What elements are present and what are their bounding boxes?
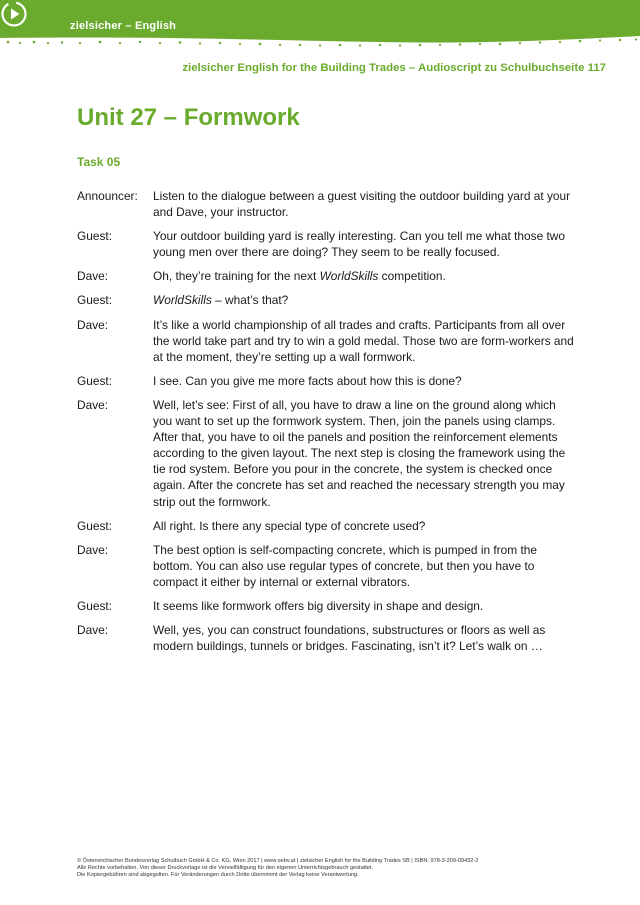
footer-line: © Österreichischer Bundesverlag Schulbuch GmbH & Co. KG, Wien 2017 | www.oebv.at | zielsicher English for the Building Trades SB | ISBN: 978-3-209-09432-2	[77, 858, 479, 864]
dialogue-line	[77, 373, 577, 389]
dialogue-text: Well, let’s see: First of all, you have to draw a line on the ground along which you want to set up the formwork system. Then, join the panels using clamps. After that, you have to oil the panels and position the reinforcement elements according to the given layout. The next step is closing the framework using the tie rod system. Before you pour in the concrete, the system is checked once again. After the concrete has set and reached the necessary strength you may strip out the formwork.	[153, 397, 566, 509]
emphasis-text: WorldSkills	[153, 293, 212, 308]
task-label: Task 05	[77, 155, 121, 169]
dialogue-text: I see. Can you give me more facts about how this is done?	[153, 373, 462, 388]
speaker-label: Dave:	[77, 542, 109, 557]
dialogue-line	[77, 518, 577, 534]
dialogue-text: It’s like a world championship of all trades and crafts. Participants from all over the world take part and try to win a gold medal. Those two are form-workers and at the moment, they’re setting up a wall formwork.	[153, 317, 574, 364]
dialogue-text: Your outdoor building yard is really interesting. Can you tell me what those two young men over there are doing? They seem to be really focused.	[153, 229, 565, 260]
speaker-label: Guest:	[77, 293, 113, 308]
footer-line: Alle Rechte vorbehalten. Von dieser Druckvorlage ist die Vervielfältigung für den eigenen Unterrichtsgebrauch gestattet.	[77, 865, 374, 871]
dialogue-text: It seems like formwork offers big diversity in shape and design.	[153, 598, 484, 613]
dialogue-line	[77, 622, 577, 654]
dialogue-line	[77, 228, 577, 260]
dialogue-text: Oh, they’re training for the next WorldSkills competition.	[153, 269, 446, 284]
dialogue-text: Listen to the dialogue between a guest visiting the outdoor building yard at your and Dave, your instructor.	[153, 189, 571, 220]
dialogue-text: All right. Is there any special type of concrete used?	[153, 518, 426, 533]
dialogue-line	[77, 397, 577, 510]
speaker-label: Dave:	[77, 397, 109, 412]
dialogue-text: The best option is self-compacting concrete, which is pumped in from the bottom. You can also use regular types of concrete, but then you have to compact it either by internal or external vibrators.	[153, 542, 537, 589]
speaker-label: Dave:	[77, 317, 109, 332]
header-banner	[0, 0, 640, 46]
dialogue	[77, 188, 577, 662]
speaker-label: Guest:	[77, 518, 113, 533]
speaker-label: Guest:	[77, 229, 113, 244]
speaker-label: Guest:	[77, 373, 113, 388]
dialogue-text: Well, yes, you can construct foundations, substructures or floors as well as modern buildings, tunnels or bridges. Fascinating, isn’t it? Let’s walk on …	[153, 623, 546, 654]
play-icon	[0, 0, 28, 28]
dialogue-line	[77, 542, 577, 590]
speaker-label: Guest:	[77, 598, 113, 613]
unit-title: Unit 27 – Formwork	[77, 104, 300, 131]
emphasis-text: WorldSkills	[319, 269, 379, 284]
dialogue-line	[77, 317, 577, 365]
copyright-footer	[77, 858, 577, 879]
dialogue-text: WorldSkills – what’s that?	[153, 293, 289, 308]
speaker-label: Dave:	[77, 269, 109, 284]
speaker-label: Announcer:	[77, 189, 138, 203]
dialogue-line	[77, 292, 577, 308]
document-header: zielsicher English for the Building Trades – Audioscript zu Schulbuchseite 117	[182, 62, 606, 74]
speaker-label: Dave:	[77, 623, 109, 638]
dialogue-line	[77, 598, 577, 614]
brand-name: zielsicher – English	[70, 20, 177, 32]
dialogue-line	[77, 268, 577, 284]
dialogue-line	[77, 188, 577, 220]
footer-line: Die Kopiergebühren sind abgegolten. Für Veränderungen durch Dritte übernimmt der Verlag keine Verantwortung.	[77, 872, 359, 878]
